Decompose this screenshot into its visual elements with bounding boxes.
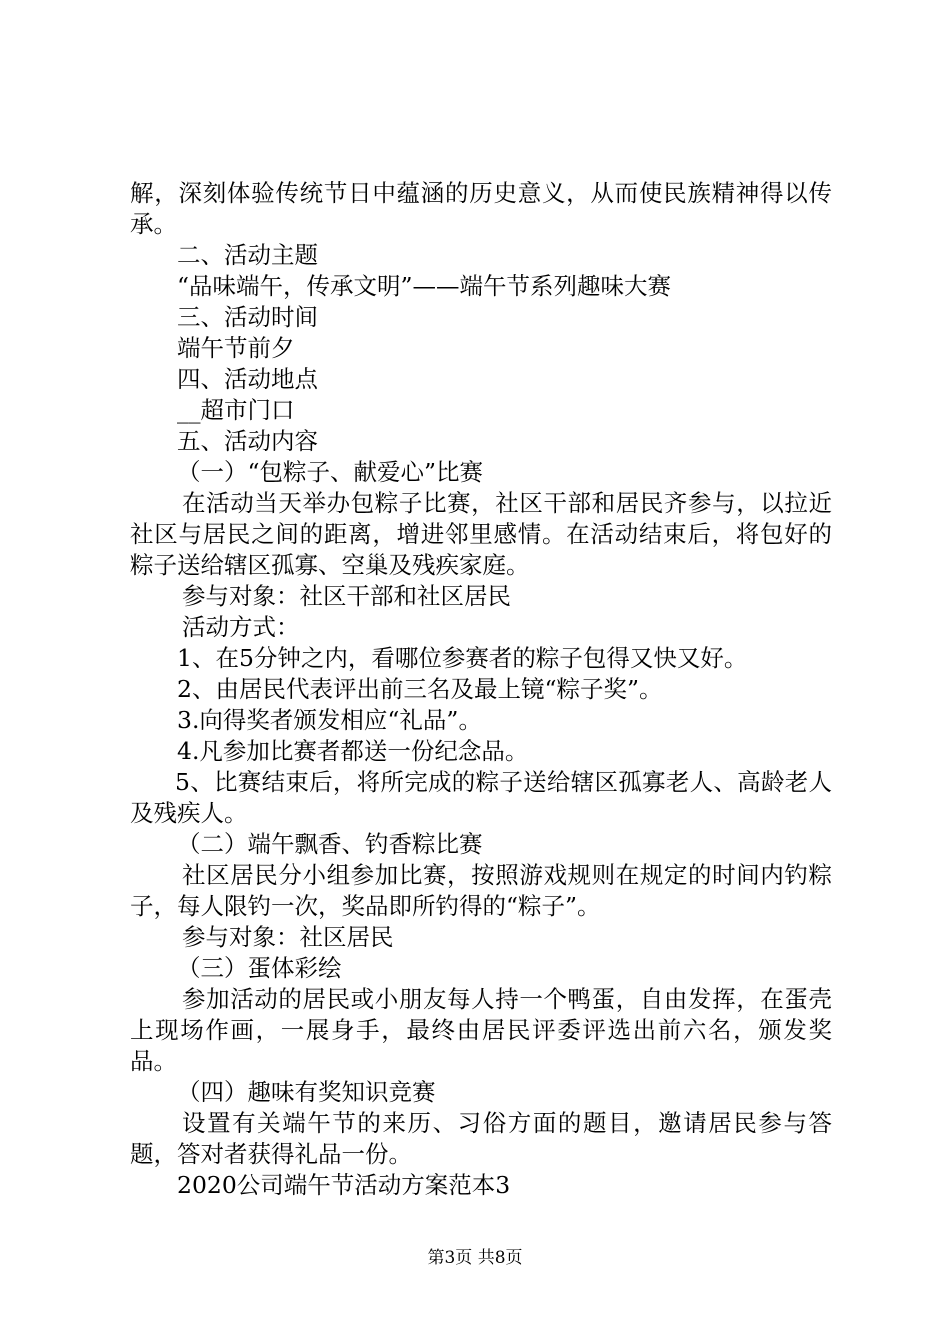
participants-1: 参与对象：社区干部和社区居民 <box>182 582 511 610</box>
section-heading-time: 三、活动时间 <box>177 303 318 331</box>
paragraph-zongzi-contest: 在活动当天举办包粽子比赛，社区干部和居民齐参与，以拉近社区与居民之间的距离，增进邻里感情。在活动结束后，将包好的粽子送给辖区孤寡、空巢及残疾家庭。 <box>130 489 832 579</box>
list-item-2: 2、由居民代表评出前三名及最上镜“粽子奖”。 <box>177 675 663 703</box>
list-item-3: 3.向得奖者颁发相应“礼品”。 <box>177 706 482 734</box>
section-heading-location: 四、活动地点 <box>177 365 318 393</box>
subsection-heading-2: （二）端午飘香、钓香粽比赛 <box>177 830 483 858</box>
paragraph-fishing-contest: 社区居民分小组参加比赛，按照游戏规则在规定的时间内钓粽子，每人限钓一次，奖品即所钓得的“粽子”。 <box>130 861 832 920</box>
paragraph-quiz: 设置有关端午节的来历、习俗方面的题目，邀请居民参与答题，答对者获得礼品一份。 <box>130 1109 832 1168</box>
theme-title: “品味端午，传承文明”——端午节系列趣味大赛 <box>177 272 672 300</box>
subsection-heading-1: （一）“包粽子、献爱心”比赛 <box>177 458 484 486</box>
list-item-4: 4.凡参加比赛者都送一份纪念品。 <box>177 737 529 765</box>
activity-location: __超市门口 <box>177 396 295 424</box>
participants-2: 参与对象：社区居民 <box>182 923 394 951</box>
activity-method-label: 活动方式： <box>182 613 300 641</box>
list-item-5: 5、比赛结束后，将所完成的粽子送给辖区孤寡老人、高龄老人及残疾人。 <box>130 768 832 827</box>
section-heading-theme: 二、活动主题 <box>177 241 318 269</box>
page-number-footer: 第3页 共8页 <box>427 1248 523 1268</box>
document-body <box>130 178 832 1201</box>
paragraph-continuation: 解，深刻体验传统节日中蕴涵的历史意义，从而使民族精神得以传承。 <box>130 179 832 238</box>
subsection-heading-4: （四）趣味有奖知识竞赛 <box>177 1078 436 1106</box>
next-document-title: 2020公司端午节活动方案范本3 <box>177 1171 511 1199</box>
paragraph-egg-painting: 参加活动的居民或小朋友每人持一个鸭蛋，自由发挥，在蛋壳上现场作画，一展身手，最终由居民评委评选出前六名，颁发奖品。 <box>130 985 832 1075</box>
list-item-1: 1、在5分钟之内，看哪位参赛者的粽子包得又快又好。 <box>177 644 748 672</box>
section-heading-content: 五、活动内容 <box>177 427 318 455</box>
subsection-heading-3: （三）蛋体彩绘 <box>177 954 342 982</box>
activity-time: 端午节前夕 <box>177 334 295 362</box>
